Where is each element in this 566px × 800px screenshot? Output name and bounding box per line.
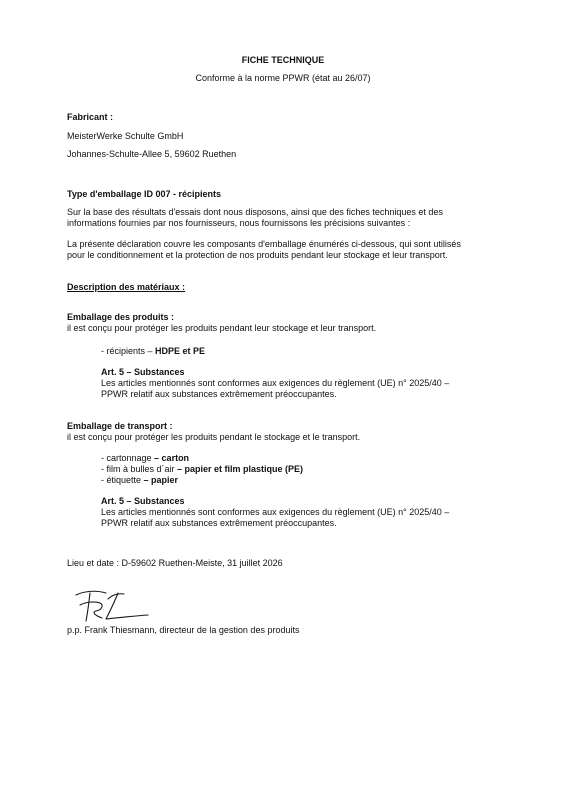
transport-packaging-item — [101, 453, 189, 464]
item-name: - récipients – — [101, 346, 156, 356]
document-subtitle: Conforme à la norme PPWR (état au 26/07) — [195, 73, 371, 83]
document-title: FICHE TECHNIQUE — [241, 55, 325, 65]
scope-paragraph-line: La présente déclaration couvre les composants d'emballage énumérés ci-dessous, qui sont utilisés — [67, 239, 461, 249]
item-name: - film à bulles d´air — [101, 464, 178, 474]
item-name: - cartonnage — [101, 453, 155, 463]
product-packaging-intro: il est conçu pour protéger les produits pendant leur stockage et leur transport. — [67, 323, 377, 333]
manufacturer-address: Johannes-Schulte-Allee 5, 59602 Ruethen — [67, 149, 237, 159]
article-5-text-line: PPWR relatif aux substances extrêmement préoccupantes. — [101, 389, 337, 399]
transport-packaging-heading: Emballage de transport : — [67, 421, 173, 431]
transport-packaging-item — [101, 475, 178, 486]
signatory-line: p.p. Frank Thiesmann, directeur de la gestion des produits — [67, 625, 300, 635]
scope-paragraph-line: pour le conditionnement et la protection de nos produits pendant leur stockage et leur transport. — [67, 250, 448, 260]
transport-packaging-intro: il est conçu pour protéger les produits pendant le stockage et le transport. — [67, 432, 361, 442]
handwritten-signature — [72, 585, 156, 625]
item-name: - étiquette — [101, 475, 144, 485]
intro-paragraph-line: informations fournies par nos fournisseurs, nous fournissons les précisions suivantes : — [67, 218, 411, 228]
transport-packaging-item — [101, 464, 303, 475]
packaging-type-heading: Type d'emballage ID 007 - récipients — [67, 189, 222, 199]
article-5-text-line: Les articles mentionnés sont conformes aux exigences du règlement (UE) n° 2025/40 – — [101, 507, 450, 517]
manufacturer-name: MeisterWerke Schulte GmbH — [67, 131, 184, 141]
article-5-text-line: PPWR relatif aux substances extrêmement préoccupantes. — [101, 518, 337, 528]
item-material: – papier et film plastique (PE) — [177, 464, 304, 474]
product-packaging-item — [101, 346, 205, 357]
item-material: – carton — [154, 453, 190, 463]
place-and-date: Lieu et date : D-59602 Ruethen-Meiste, 31 juillet 2026 — [67, 558, 283, 568]
article-5-heading: Art. 5 – Substances — [101, 367, 185, 377]
manufacturer-heading: Fabricant : — [67, 112, 114, 122]
article-5-heading: Art. 5 – Substances — [101, 496, 185, 506]
item-material: HDPE et PE — [155, 346, 206, 356]
materials-heading: Description des matériaux : — [67, 282, 186, 292]
product-packaging-heading: Emballage des produits : — [67, 312, 175, 322]
article-5-text-line: Les articles mentionnés sont conformes aux exigences du règlement (UE) n° 2025/40 – — [101, 378, 450, 388]
item-material: – papier — [143, 475, 179, 485]
intro-paragraph-line: Sur la base des résultats d'essais dont nous disposons, ainsi que des fiches techniques et des — [67, 207, 443, 217]
